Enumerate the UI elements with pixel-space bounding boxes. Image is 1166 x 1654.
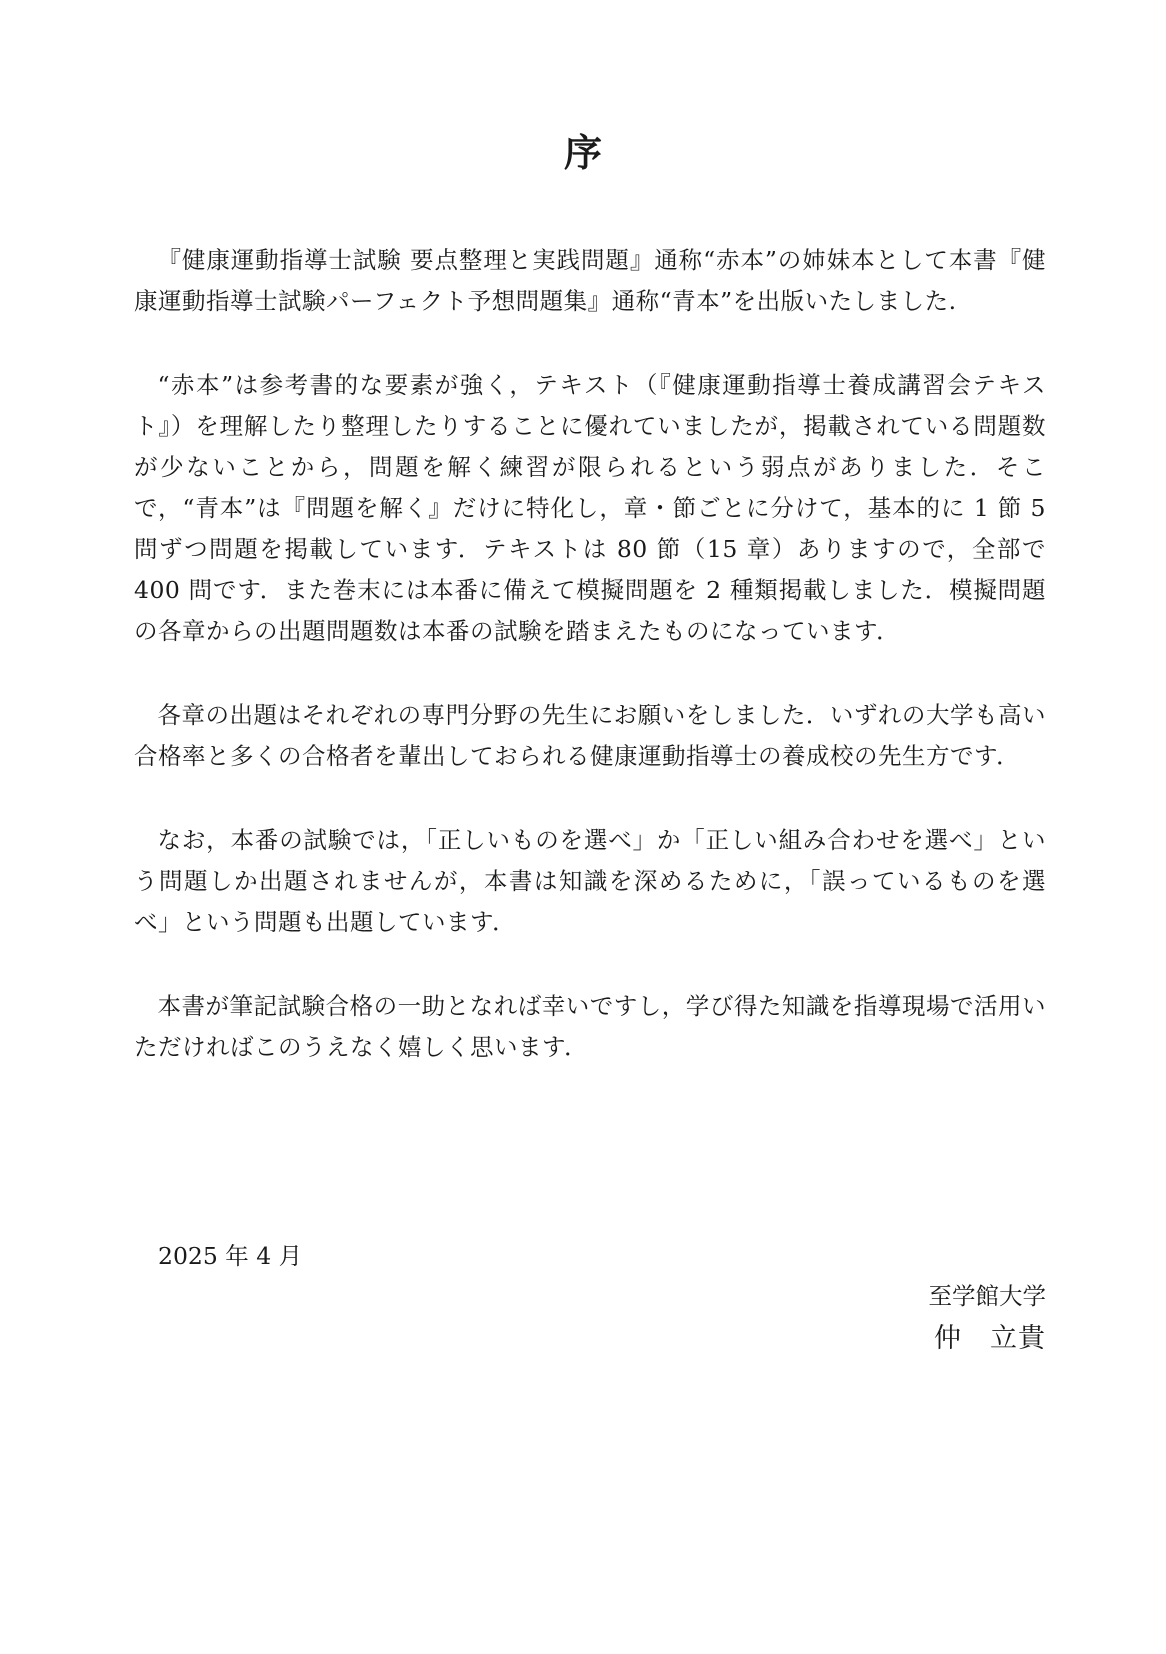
paragraph-3: 各章の出題はそれぞれの専門分野の先生にお願いをしました．いずれの大学も高い合格率と多くの合格者を輩出しておられる健康運動指導士の養成校の先生方です． — [134, 701, 1046, 770]
paragraph-4: なお，本番の試験では，「正しいものを選べ」か「正しい組み合わせを選べ」という問題しか出題されませんが，本書は知識を深めるために，「誤っているものを選べ」という問題も出題しています． — [134, 826, 1046, 936]
paragraph-5: 本書が筆記試験合格の一助となれば幸いですし，学び得た知識を指導現場で活用いただければこのうえなく嬉しく思います． — [134, 992, 1046, 1061]
page-title: 序 — [563, 131, 602, 175]
paragraph-1: 『健康運動指導士試験 要点整理と実践問題』通称“赤本”の姉妹本として本書『健康運動指導士試験パーフェクト予想問題集』通称“青本”を出版いたしました. — [134, 246, 1046, 315]
preface-body — [134, 240, 1046, 1111]
author-affiliation: 至学館大学 — [928, 1282, 1046, 1310]
author-name: 仲 立貴 — [934, 1323, 1046, 1354]
paragraph-2: “赤本”は参考書的な要素が強く，テキスト（『健康運動指導士養成講習会テキスト』）を理解したり整理したりすることに優れていましたが，掲載されている問題数が少ないことから，問題を解く練習が限られるという弱点がありました．そこで，“青本”は『問題を解く』だけに特化し，章・節ごとに分けて，基本的に 1 節 5 問ずつ問題を掲載しています．テキストは 80 節（15 章）ありますので，全部で 400 問です．また巻末には本番に備えて模擬問題を 2 種類掲載しました．模擬問題の各章からの出題問題数は本番の試験を踏まえたものになっています． — [134, 371, 1046, 645]
date-line: 2025 年 4 月 — [158, 1242, 303, 1270]
